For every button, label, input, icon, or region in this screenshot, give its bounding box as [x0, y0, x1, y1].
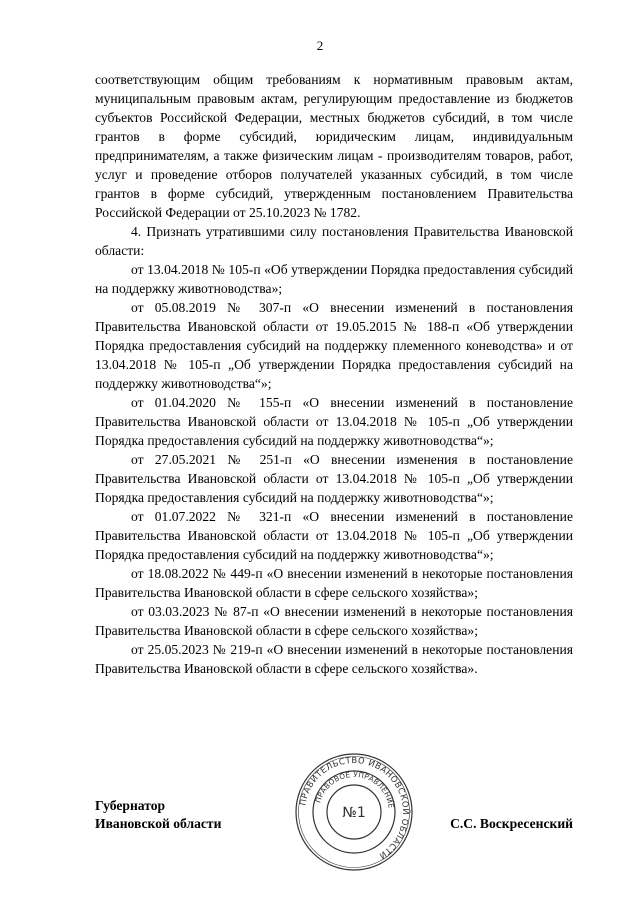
- document-body: [95, 70, 573, 678]
- signatory-position-line1: Губернатор: [95, 798, 166, 813]
- paragraph-continuation: соответствующим общим требованиям к нормативным правовым актам, муниципальным правовым актам, регулирующим предоставление из бюджетов субъектов Российской Федерации, местных бюджетов субсидий, в том числе грантов в форме субсидий, юридическим лицам, индивидуальным предпринимателям, а также физическим лицам - производителям товаров, работ, услуг и проведение отборов получателей указанных субсидий, в том числе грантов в форме субсидий, утвержденным постановлением Правительства Российской Федерации от 25.10.2023 № 1782.: [95, 72, 573, 220]
- repealed-act-219p: от 25.05.2023 № 219-п «О внесении изменений в некоторые постановления Правительства Ивановской области в сфере сельского хозяйства».: [95, 642, 573, 676]
- repealed-act-155p: от 01.04.2020 № 155-п «О внесении изменений в постановление Правительства Ивановской области от 13.04.2018 № 105-п „Об утверждении Порядка предоставления субсидий на поддержку животноводства“»;: [95, 395, 573, 448]
- paragraph-item-4: 4. Признать утратившими силу постановления Правительства Ивановской области:: [95, 224, 573, 258]
- stamp-inner-text: ПРАВОВОЕ УПРАВЛЕНИЕ: [313, 769, 396, 810]
- repealed-act-321p: от 01.07.2022 № 321-п «О внесении изменений в постановление Правительства Ивановской области от 13.04.2018 № 105-п „Об утверждении Порядка предоставления субсидий на поддержку животноводства“»;: [95, 509, 573, 562]
- repealed-act-105p: от 13.04.2018 № 105-п «Об утверждении Порядка предоставления субсидий на поддержку животноводства»;: [95, 262, 573, 296]
- repealed-act-307p: от 05.08.2019 № 307-п «О внесении изменений в постановления Правительства Ивановской области от 19.05.2015 № 188-п «Об утверждении Порядка предоставления субсидий на поддержку племенного коневодства» и от 13.04.2018 № 105-п „Об утверждении Порядка предоставления субсидий на поддержку животноводства“»;: [95, 300, 573, 391]
- stamp-center-number: №1: [342, 805, 366, 821]
- repealed-act-87p: от 03.03.2023 № 87-п «О внесении изменений в некоторые постановления Правительства Ивановской области в сфере сельского хозяйства»;: [95, 604, 573, 638]
- signatory-position-line2: Ивановской области: [95, 816, 222, 831]
- repealed-act-449p: от 18.08.2022 № 449-п «О внесении изменений в некоторые постановления Правительства Ивановской области в сфере сельского хозяйства»;: [95, 566, 573, 600]
- page-number: 2: [316, 38, 324, 53]
- official-stamp: [294, 752, 414, 872]
- signatory-name: С.С. Воскресенский: [450, 816, 573, 831]
- repealed-act-251p: от 27.05.2021 № 251-п «О внесении изменения в постановление Правительства Ивановской области от 13.04.2018 № 105-п „Об утверждении Порядка предоставления субсидий на поддержку животноводства“»;: [95, 452, 573, 505]
- stamp-outer-text: ПРАВИТЕЛЬСТВО ИВАНОВСКОЙ ОБЛАСТИ: [297, 754, 412, 862]
